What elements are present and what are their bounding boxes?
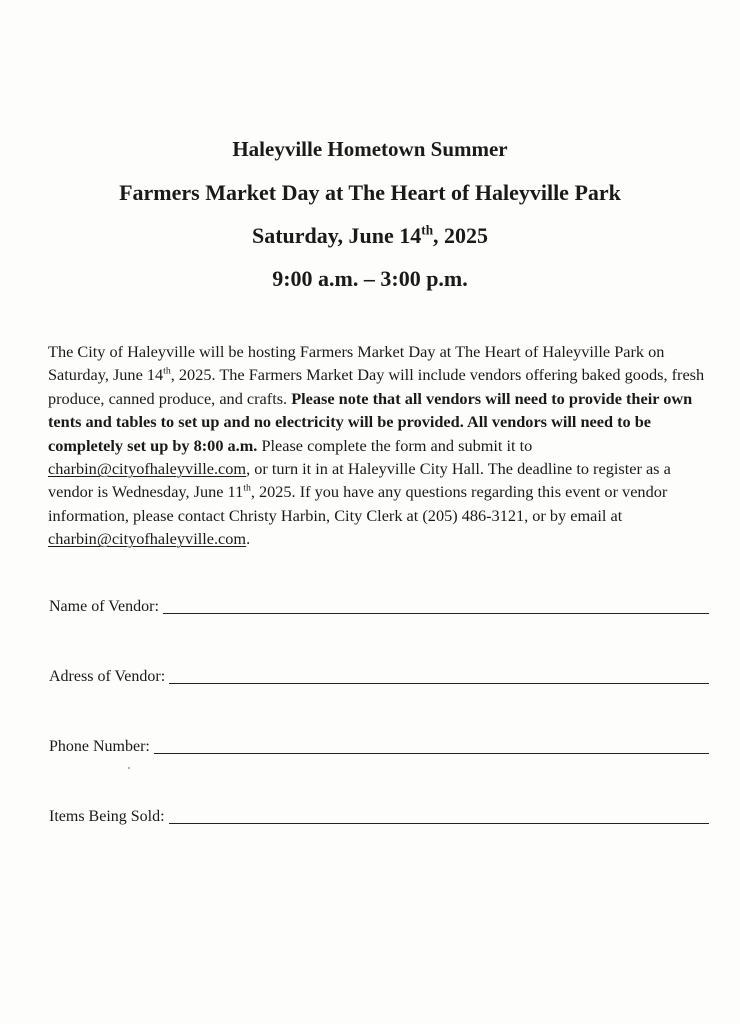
desc-part6: . — [246, 529, 251, 549]
items-sold-field — [49, 808, 709, 826]
desc-ordinal1: th — [163, 365, 171, 377]
vendor-name-field — [49, 598, 709, 616]
vendor-name-label: Name of Vendor: — [49, 598, 159, 615]
event-description — [48, 340, 716, 551]
flyer-header — [0, 128, 740, 300]
event-title-line1: Haleyville Hometown Summer — [232, 137, 508, 161]
desc-part2: , 2025. The Farmers Market Day will include vendors offering baked goods, fresh produce, canned produce, and crafts. — [48, 365, 705, 408]
desc-part1: The City of Haleyville will be hosting Farmers Market Day at The Heart of Haleyville Park on Saturday, June 14 — [48, 342, 665, 385]
phone-number-field — [49, 738, 709, 756]
items-sold-label: Items Being Sold: — [49, 808, 165, 825]
event-date-ordinal: th — [421, 222, 434, 238]
desc-ordinal2: th — [243, 483, 251, 495]
phone-number-label: Phone Number: — [49, 738, 150, 755]
vendor-address-label: Adress of Vendor: — [49, 668, 166, 685]
event-title-line2: Farmers Market Day at The Heart of Haleyville Park — [119, 180, 621, 205]
event-date-prefix: Saturday, June 14 — [251, 223, 422, 248]
vendor-address-field — [49, 668, 709, 686]
event-date-year: , 2025 — [433, 223, 489, 248]
desc-part4: , or turn it in at Haleyville City Hall. The deadline to register as a vendor is Wednesday, June 11 — [48, 459, 671, 502]
vendor-requirements-notice: Please note that all vendors will need to provide their own tents and tables to set up and no electricity will be provided. All vendors will need to be completely set up by 8:00 a.m. — [48, 388, 693, 455]
items-sold-blank[interactable] — [169, 809, 709, 824]
event-date — [0, 214, 740, 257]
vendor-address-blank[interactable] — [169, 669, 709, 684]
desc-part5: , 2025. If you have any questions regarding this event or vendor information, please contact Christy Harbin, City Clerk at (205) 486-3121, or by email at — [48, 482, 668, 525]
vendor-name-blank[interactable] — [163, 599, 709, 614]
scan-speck — [128, 767, 130, 769]
phone-number-blank[interactable] — [154, 739, 709, 754]
contact-email-link-1[interactable]: charbin@cityofhaleyville.com — [48, 459, 247, 479]
contact-email-link-2[interactable]: charbin@cityofhaleyville.com — [48, 529, 247, 549]
event-time: 9:00 a.m. – 3:00 p.m. — [272, 266, 468, 291]
desc-part3: Please complete the form and submit it to — [257, 435, 533, 455]
